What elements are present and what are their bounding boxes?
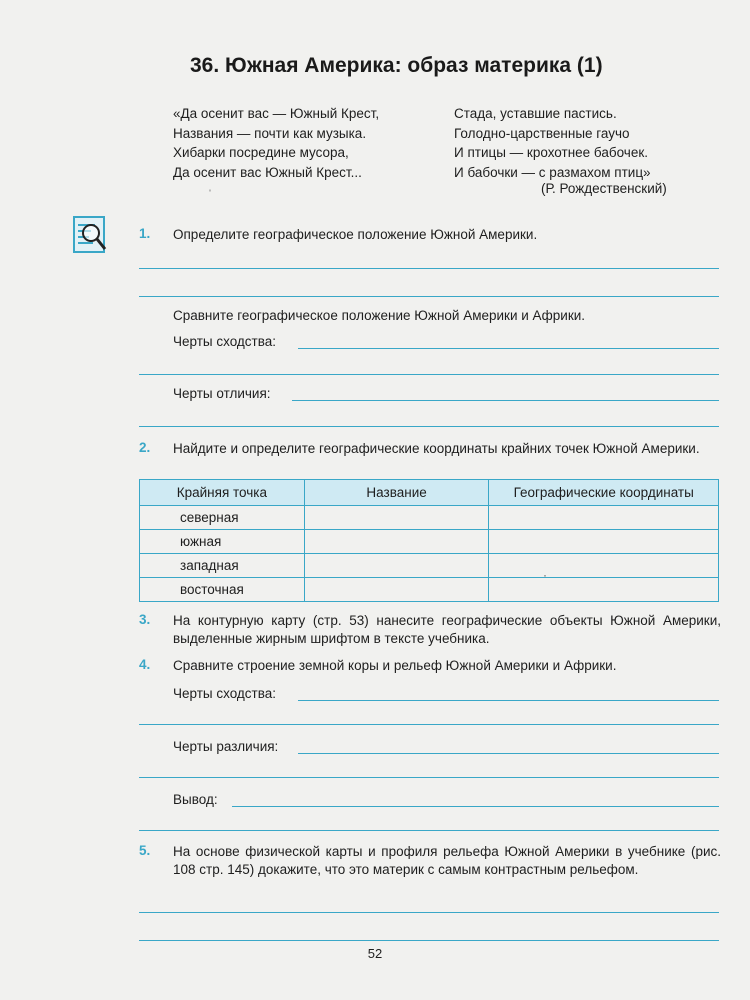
task-3-number: 3. [139, 612, 151, 627]
scan-mark: ˌ [208, 178, 212, 192]
answer-line[interactable] [292, 400, 719, 401]
scan-mark: · [543, 568, 547, 582]
poem-line: И птицы — крохотнее бабочек. [454, 145, 648, 160]
table-header: Географические координаты [489, 480, 719, 506]
answer-line[interactable] [232, 806, 719, 807]
table-header: Название [304, 480, 489, 506]
task-1-number: 1. [139, 226, 151, 241]
poem-line: Голодно-царственные гаучо [454, 125, 630, 141]
table-cell-name[interactable] [304, 578, 489, 602]
poem-right-column [454, 104, 651, 182]
page-number: 52 [367, 946, 383, 961]
task-2-number: 2. [139, 440, 151, 455]
poem-line: Стада, уставшие пастись. [454, 106, 617, 121]
answer-line[interactable] [298, 700, 719, 701]
task-1-compare: Сравните географическое положение Южной Америки и Африки. [173, 308, 586, 323]
magnifier-icon [73, 216, 107, 254]
table-cell-name[interactable] [304, 554, 489, 578]
table-row [140, 578, 719, 602]
table-cell-coords[interactable] [489, 530, 719, 554]
answer-line[interactable] [298, 753, 719, 754]
poem-left-column [173, 104, 379, 182]
answer-line[interactable] [139, 940, 719, 941]
similarity-label: Черты сходства: [173, 686, 277, 701]
table-cell-point: восточная [140, 578, 305, 602]
table-cell-name[interactable] [304, 506, 489, 530]
answer-line[interactable] [139, 296, 719, 297]
task-2-text: Найдите и определите географические координаты крайних точек Южной Америки. [173, 441, 700, 456]
answer-line[interactable] [139, 426, 719, 427]
poem-line: Хибарки посредине мусора, [173, 145, 349, 160]
similarity-label: Черты сходства: [173, 334, 277, 349]
task-4-text: Сравните строение земной коры и рельеф Южной Америки и Африки. [173, 658, 617, 673]
table-cell-point: северная [140, 506, 305, 530]
table-row [140, 530, 719, 554]
table-cell-coords[interactable] [489, 578, 719, 602]
answer-line[interactable] [139, 912, 719, 913]
difference-label: Черты различия: [173, 739, 279, 754]
table-header-row [140, 480, 719, 506]
table-header: Крайняя точка [140, 480, 305, 506]
conclusion-label: Вывод: [173, 792, 218, 807]
table-cell-point: южная [140, 530, 305, 554]
task-3-text: На контурную карту (стр. 53) нанесите географические объекты Южной Америки, выделенные жирным шрифтом в тексте учебника. [173, 613, 721, 646]
answer-line[interactable] [298, 348, 719, 349]
coordinates-table [139, 479, 719, 602]
answer-line[interactable] [139, 777, 719, 778]
table-row [140, 506, 719, 530]
answer-line[interactable] [139, 830, 719, 831]
answer-line[interactable] [139, 268, 719, 269]
page-title: 36. Южная Америка: образ материка (1) [190, 54, 603, 77]
task-1-text: Определите географическое положение Южной Америки. [173, 227, 538, 242]
poem-line: Да осенит вас Южный Крест... [173, 164, 362, 180]
answer-line[interactable] [139, 374, 719, 375]
task-5-number: 5. [139, 843, 151, 858]
task-5-text: На основе физической карты и профиля рельефа Южной Америки в учебнике (рис. 108 стр. 145) докажите, что это материк с самым контрастным рельефом. [173, 844, 721, 877]
table-cell-point: западная [140, 554, 305, 578]
task-4-number: 4. [139, 657, 151, 672]
poem-author: (Р. Рождественский) [541, 181, 667, 196]
poem-line: «Да осенит вас — Южный Крест, [173, 106, 380, 121]
table-cell-coords[interactable] [489, 554, 719, 578]
answer-line[interactable] [139, 724, 719, 725]
table-cell-coords[interactable] [489, 506, 719, 530]
poem-line: И бабочки — с размахом птиц» [454, 164, 651, 180]
poem-line: Названия — почти как музыка. [173, 125, 367, 141]
table-row [140, 554, 719, 578]
table-cell-name[interactable] [304, 530, 489, 554]
difference-label: Черты отличия: [173, 386, 271, 401]
